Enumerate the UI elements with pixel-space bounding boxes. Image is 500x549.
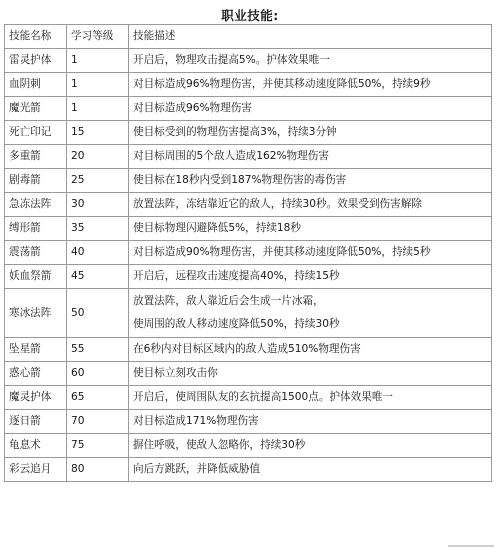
skill-description-line: 对目标造成96%物理伤害 <box>133 102 252 114</box>
skill-name-cell: 惑心箭 <box>5 362 67 386</box>
skill-description-cell <box>129 97 492 121</box>
skill-description-cell <box>129 458 492 482</box>
skill-description-line: 使周围的敌人移动速度降低50%，持续30秒 <box>133 318 340 330</box>
skill-name-cell: 龟息术 <box>5 434 67 458</box>
table-row <box>5 193 492 217</box>
skill-description-cell <box>129 169 492 193</box>
table-row <box>5 73 492 97</box>
skill-description-line: 开启后，物理攻击提高5%。护体效果唯一 <box>133 54 330 66</box>
skills-table <box>4 24 492 482</box>
skill-level-cell: 40 <box>67 241 129 265</box>
skill-level-cell: 75 <box>67 434 129 458</box>
skill-name-cell: 缚形箭 <box>5 217 67 241</box>
skill-level-cell: 45 <box>67 265 129 289</box>
skill-level-cell: 20 <box>67 145 129 169</box>
skill-description-line: 开启后，使周围队友的玄抗提高1500点。护体效果唯一 <box>133 391 394 403</box>
table-row <box>5 362 492 386</box>
skill-level-cell: 50 <box>67 289 129 338</box>
table-row <box>5 265 492 289</box>
skill-description-line: 使目标立刻攻击你 <box>133 367 218 379</box>
skill-description-cell <box>129 121 492 145</box>
skill-description-cell <box>129 265 492 289</box>
skill-description-line: 放置法阵，冻结靠近它的敌人，持续30秒。效果受到伤害解除 <box>133 198 422 210</box>
skill-description-cell <box>129 217 492 241</box>
skill-name-cell: 剧毒箭 <box>5 169 67 193</box>
table-row <box>5 289 492 338</box>
table-row <box>5 241 492 265</box>
skill-name-cell: 震荡箭 <box>5 241 67 265</box>
watermark <box>448 545 494 547</box>
skill-description-line: 放置法阵，敌人靠近后会生成一片冰霜， <box>133 295 324 307</box>
skill-level-cell: 1 <box>67 73 129 97</box>
skill-description-line: 摒住呼吸，使敌人忽略你，持续30秒 <box>133 439 306 451</box>
skill-description-cell <box>129 362 492 386</box>
skill-level-cell: 15 <box>67 121 129 145</box>
skill-name-cell: 魔光箭 <box>5 97 67 121</box>
table-row <box>5 97 492 121</box>
skill-name-cell: 死亡印记 <box>5 121 67 145</box>
table-row <box>5 49 492 73</box>
skill-level-cell: 55 <box>67 338 129 362</box>
skill-name-cell: 雷灵护体 <box>5 49 67 73</box>
table-row <box>5 121 492 145</box>
skill-description-cell <box>129 73 492 97</box>
skill-description-cell <box>129 49 492 73</box>
table-row <box>5 145 492 169</box>
skill-level-cell: 60 <box>67 362 129 386</box>
skill-name-cell: 血阴刺 <box>5 73 67 97</box>
skill-description-line: 使目标在18秒内受到187%物理伤害的毒伤害 <box>133 174 347 186</box>
skill-level-cell: 30 <box>67 193 129 217</box>
skill-name-cell: 魔灵护体 <box>5 386 67 410</box>
skill-name-cell: 寒冰法阵 <box>5 289 67 338</box>
skills-table-body <box>5 25 492 482</box>
skill-level-cell: 35 <box>67 217 129 241</box>
table-row <box>5 410 492 434</box>
header-skill-description: 技能描述 <box>129 25 492 49</box>
skill-description-cell <box>129 386 492 410</box>
table-header-row <box>5 25 492 49</box>
table-row <box>5 169 492 193</box>
skill-level-cell: 80 <box>67 458 129 482</box>
skill-description-cell <box>129 410 492 434</box>
skill-name-cell: 多重箭 <box>5 145 67 169</box>
skill-description-line: 对目标造成171%物理伤害 <box>133 415 259 427</box>
skill-description-cell <box>129 145 492 169</box>
skill-description-cell <box>129 289 492 338</box>
skill-description-line: 向后方跳跃，并降低威胁值 <box>133 463 261 475</box>
skill-description-cell <box>129 338 492 362</box>
skill-description-line: 对目标造成90%物理伤害，并使其移动速度降低50%，持续5秒 <box>133 246 431 258</box>
skill-name-cell: 妖血祭箭 <box>5 265 67 289</box>
skill-description-cell <box>129 241 492 265</box>
skill-name-cell: 急冻法阵 <box>5 193 67 217</box>
header-skill-name: 技能名称 <box>5 25 67 49</box>
skill-level-cell: 65 <box>67 386 129 410</box>
page-title: 职业技能: <box>221 8 279 23</box>
skill-name-cell: 彩云追月 <box>5 458 67 482</box>
skill-description-line: 在6秒内对目标区域内的敌人造成510%物理伤害 <box>133 343 361 355</box>
skill-level-cell: 1 <box>67 49 129 73</box>
skill-name-cell: 坠星箭 <box>5 338 67 362</box>
skill-description-line: 对目标造成96%物理伤害，并使其移动速度降低50%，持续9秒 <box>133 78 431 90</box>
skill-description-line: 使目标受到的物理伤害提高3%，持续3分钟 <box>133 126 337 138</box>
table-row <box>5 386 492 410</box>
skill-description-cell <box>129 434 492 458</box>
skill-level-cell: 70 <box>67 410 129 434</box>
skill-level-cell: 25 <box>67 169 129 193</box>
skill-description-line: 开启后，远程攻击速度提高40%，持续15秒 <box>133 270 340 282</box>
table-row <box>5 338 492 362</box>
header-learn-level: 学习等级 <box>67 25 129 49</box>
skill-name-cell: 逐日箭 <box>5 410 67 434</box>
skill-level-cell: 1 <box>67 97 129 121</box>
table-row <box>5 217 492 241</box>
skill-description-line: 使目标物理闪避降低5%，持续18秒 <box>133 222 302 234</box>
skill-description-cell <box>129 193 492 217</box>
skill-description-line: 对目标周围的5个敌人造成162%物理伤害 <box>133 150 329 162</box>
table-row <box>5 434 492 458</box>
table-row <box>5 458 492 482</box>
